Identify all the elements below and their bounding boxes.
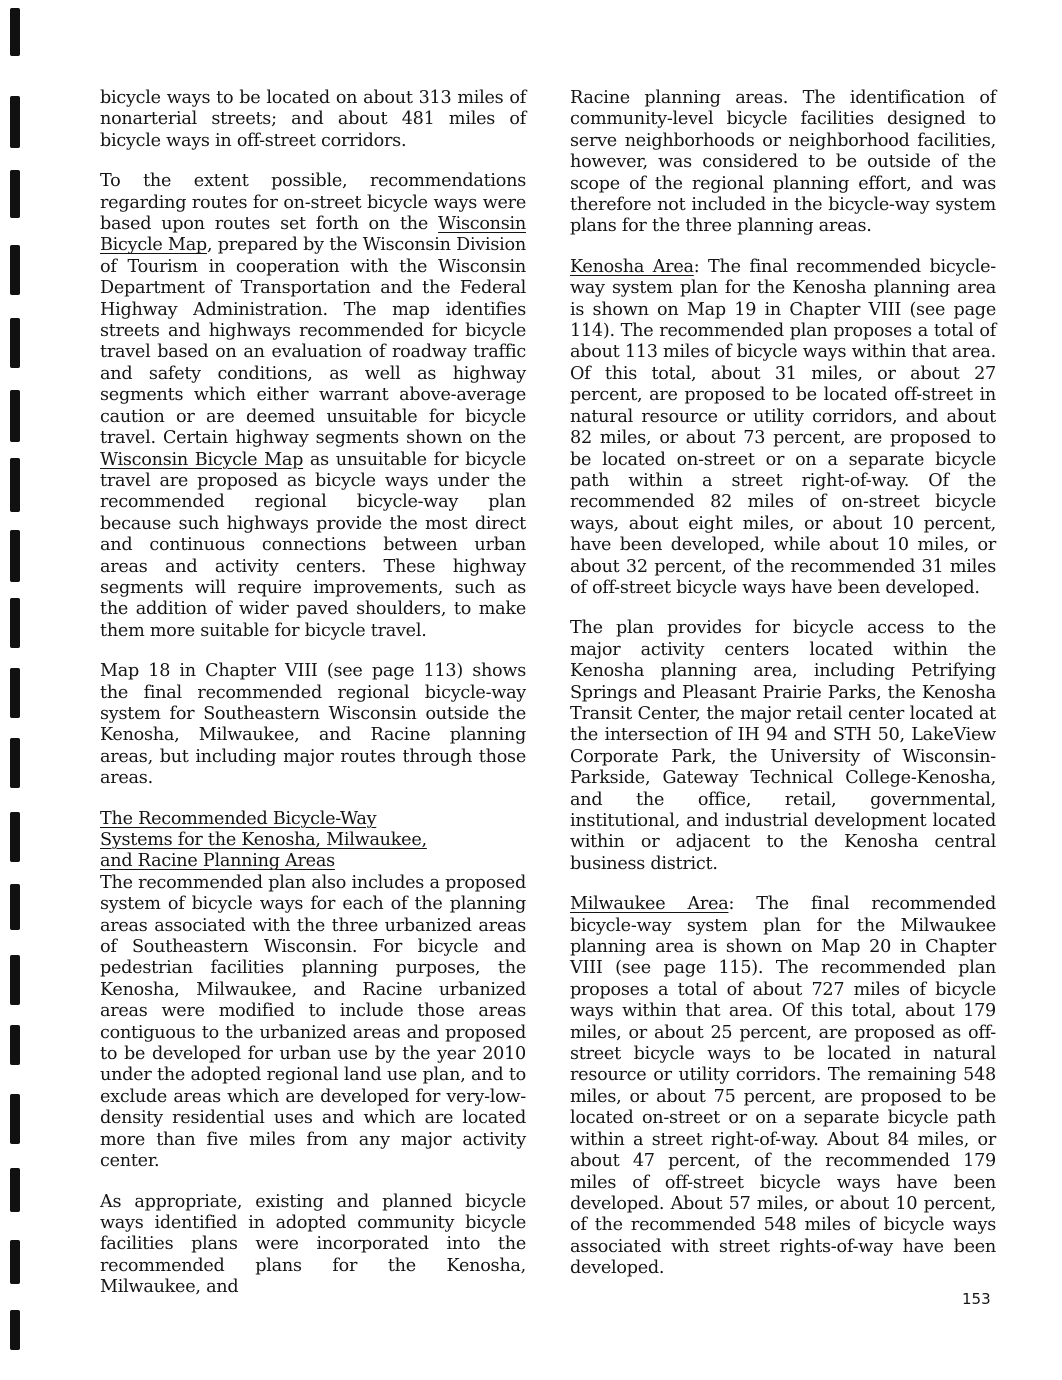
binding-hole	[10, 1025, 20, 1065]
binding-hole	[10, 1310, 20, 1350]
paragraph	[570, 257, 996, 600]
binding-hole	[10, 318, 20, 368]
paragraph	[570, 894, 996, 1279]
subsection-label: Kenosha Area	[570, 256, 694, 277]
left-column	[100, 88, 526, 1299]
paragraph: bicycle ways to be located on about 313 miles of nonarterial streets; and about 481 miles of bicycle ways in off-street corridors.	[100, 88, 526, 151]
binding-hole	[10, 96, 20, 148]
binding-hole	[10, 884, 20, 930]
paragraph: The recommended plan also includes a proposed system of bicycle ways for each of the planning areas associated with the three urbanized areas of Southeastern Wisconsin. For bicycle and pedestrian facilities planning purposes, the Kenosha, Milwaukee, and Racine urbanized areas were modified to include those areas contiguous to the urbanized areas and proposed to be developed for urban use by the year 2010 under the adopted regional land use plan, and to exclude areas which are developed for very-low-density residential uses and which are located more than five miles from any major activity center.	[100, 872, 526, 1172]
paragraph: As appropriate, existing and planned bicycle ways identified in adopted community bicycle facilities plans were incorporated into the recommended plans for the Kenosha, Milwaukee, and	[100, 1191, 526, 1298]
heading-line: and Racine Planning Areas	[100, 851, 335, 872]
page-number: 153	[962, 1290, 991, 1308]
binding-hole	[10, 530, 20, 582]
paragraph-text: : The final recommended bicycle-way system plan for the Kenosha planning area is shown on Map 19 in Chapter VIII (see page 114). The recommended plan proposes a total of about 113 miles of bicycle ways within that area. Of this total, about 31 miles, or about 27 percent, are proposed to be located off-street in natural resource or utility corridors, and about 82 miles, or about 73 percent, are proposed to be located on-street or on a separate bicycle path within a street right-of-way. Of the recommended 82 miles of on-street bicycle ways, about eight miles, or about 10 percent, have been developed, while about 10 miles, or about 32 percent, of the recommended 31 miles of off-street bicycle ways have been developed.	[570, 256, 996, 598]
binding-hole	[10, 1240, 20, 1284]
paragraph: The plan provides for bicycle access to the major activity centers located within the Kenosha planning area, including Petrifying Springs and Pleasant Prairie Parks, the Kenosha Transit Center, the major retail center located at the intersection of IH 94 and STH 50, LakeView Corporate Park, the University of Wisconsin-Parkside, Gateway Technical College-Kenosha, and the office, retail, governmental, institutional, and industrial development located within or adjacent to the Kenosha central business district.	[570, 618, 996, 874]
binding-hole	[10, 738, 20, 788]
map-reference: Wisconsin Bicycle Map	[100, 449, 304, 470]
binding-hole	[10, 598, 20, 648]
right-column	[570, 88, 996, 1280]
paragraph-text: , prepared by the Wisconsin Division of Tourism in cooperation with the Wisconsin Department of Transportation and the Federal Highway Administration. The map identifies streets and highways recommended for bicycle travel based on an evaluation of roadway traffic and safety conditions, as well as highway segments which either warrant above-average caution or are deemed unsuitable for bicycle travel. Certain highway segments shown on the	[100, 235, 526, 449]
binding-hole	[10, 812, 20, 862]
paragraph: Map 18 in Chapter VIII (see page 113) shows the final recommended regional bicycle-way system for Southeastern Wisconsin outside the Kenosha, Milwaukee, and Racine planning areas, but including major routes through those areas.	[100, 661, 526, 789]
binding-hole	[10, 245, 20, 295]
binding-hole	[10, 170, 20, 218]
paragraph: Racine planning areas. The identification of community-level bicycle facilities designed to serve neighborhoods or neighborhood facilities, however, was considered to be outside of the scope of the regional planning effort, and was therefore not included in the bicycle-way system plans for the three planning areas.	[570, 88, 996, 237]
subsection-label: Milwaukee Area	[570, 894, 729, 915]
binding-hole	[10, 8, 20, 56]
heading-line: Systems for the Kenosha, Milwaukee,	[100, 830, 427, 850]
binding-hole	[10, 390, 20, 442]
paragraph-text: as unsuitable for bicycle travel are proposed as bicycle ways under the recommended regional bicycle-way plan because such highways provide the most direct and continuous connections between urban areas and activity centers. These highway segments will require improvements, such as the addition of wider paved shoulders, to make them more suitable for bicycle travel.	[100, 449, 526, 641]
section-heading	[100, 809, 526, 873]
paragraph-text: To the extent possible, recommendations regarding routes for on-street bicycle ways were based upon routes set forth on the	[100, 171, 526, 235]
binding-hole	[10, 668, 20, 718]
binding-hole	[10, 458, 20, 512]
binding-hole	[10, 1094, 20, 1144]
binding-hole	[10, 1168, 20, 1212]
map-reference: Wisconsin Bicycle Map	[100, 214, 526, 256]
paragraph	[100, 171, 526, 642]
binding-holes	[0, 0, 40, 1380]
binding-hole	[10, 955, 20, 1005]
paragraph-text: : The final recommended bicycle-way system plan for the Milwaukee planning area is shown on Map 20 in Chapter VIII (see page 115). The recommended plan proposes a total of about 727 miles of bicycle ways within that area. Of this total, about 179 miles, or about 25 percent, are proposed as off-street bicycle ways to be located in natural resource or utility corridors. The remaining 548 miles, or about 75 percent, are proposed to be located on-street or on a separate bicycle path within a street right-of-way. About 84 miles, or about 47 percent, of the recommended 179 miles of off-street bicycle ways have been developed. About 57 miles, or about 10 percent, of the recommended 548 miles of bicycle ways associated with street rights-of-way have been developed.	[570, 894, 996, 1279]
heading-line: The Recommended Bicycle-Way	[100, 808, 377, 829]
